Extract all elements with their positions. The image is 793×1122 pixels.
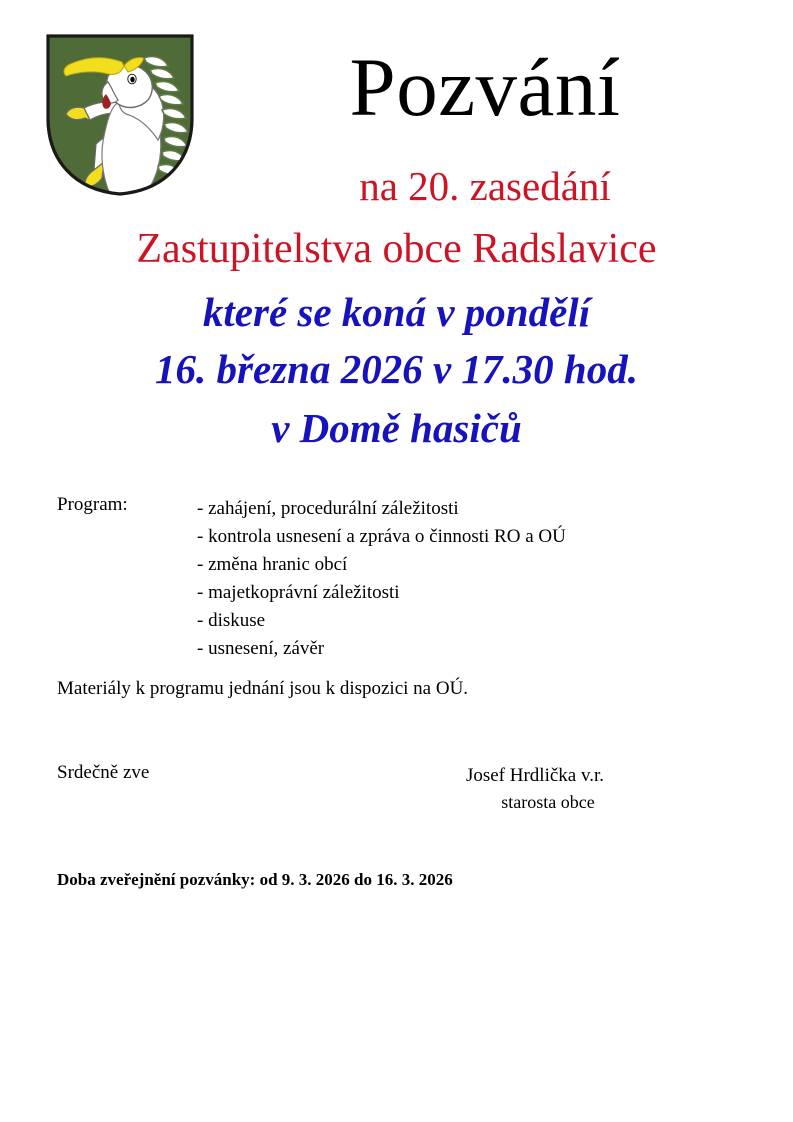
signature-role: starosta obce [501, 792, 595, 812]
list-item: - zahájení, procedurální záležitosti [197, 498, 459, 519]
list-item: - kontrola usnesení a zpráva o činnosti RO a OÚ [197, 526, 566, 547]
subtitle-session-number: na 20. zasedání [359, 163, 611, 209]
list-item: - diskuse [197, 610, 266, 631]
signature-block [405, 763, 665, 815]
program-label: Program: [57, 494, 128, 515]
materials-availability-note: Materiály k programu jednání jsou k dispozici na OÚ. [57, 678, 469, 699]
meeting-when-line-2: 16. března 2026 v 17.30 hod. [155, 346, 638, 392]
page-title: Pozvání [349, 41, 621, 133]
list-item: - změna hranic obcí [197, 554, 348, 575]
meeting-when-line-3: v Domě hasičů [271, 405, 522, 451]
coat-of-arms-icon [44, 32, 196, 198]
program-list [197, 495, 566, 663]
subtitle-council-name: Zastupitelstva obce Radslavice [136, 226, 657, 272]
list-item: - usnesení, závěr [197, 638, 325, 659]
meeting-when-line-1: které se koná v pondělí [202, 289, 591, 335]
list-item: - majetkoprávní záležitosti [197, 582, 400, 603]
publication-period-note: Doba zveřejnění pozvánky: od 9. 3. 2026 do 16. 3. 2026 [57, 870, 453, 889]
signature-name: Josef Hrdlička v.r. [465, 765, 605, 786]
closing-invitation-text: Srdečně zve [57, 762, 150, 783]
